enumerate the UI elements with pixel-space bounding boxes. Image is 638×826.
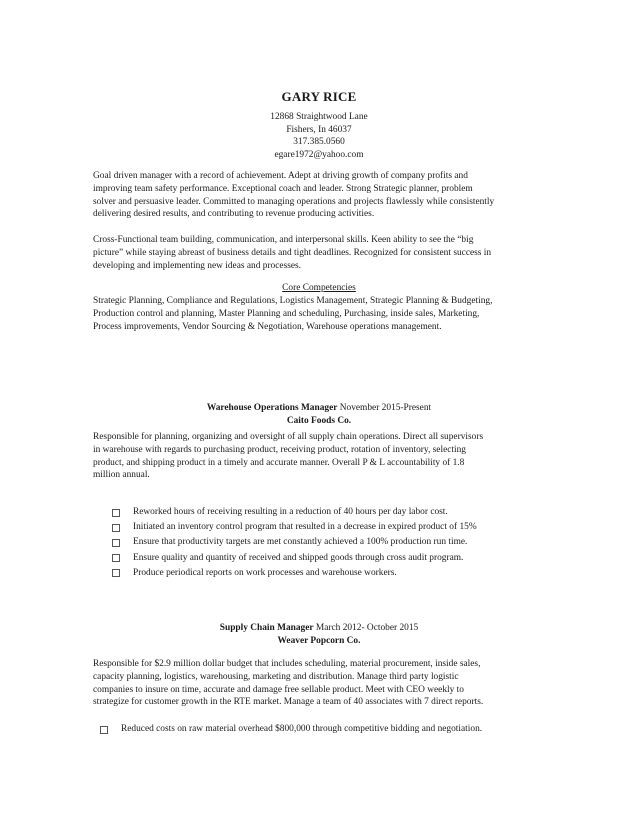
text-line: picture” while staying abreast of business details and tight deadlines. Recognized for consistent success in <box>93 247 492 258</box>
text-line: solver and persuasive leader. Committed to managing operations and projects flawlessly while consistently <box>93 196 495 207</box>
job-title: Warehouse Operations Manager <box>206 403 338 413</box>
bullet-text: Initiated an inventory control program that resulted in a decrease in expired product of 15% <box>133 522 477 533</box>
list-item <box>100 722 540 737</box>
summary-paragraph-2 <box>93 234 545 272</box>
text-line: Responsible for $2.9 million dollar budget that includes scheduling, material procurement, inside sales, <box>93 659 481 669</box>
text-line: strategize for customer growth in the RTE market. Manage a team of 40 associates with 7 direct reports. <box>93 697 484 708</box>
checkbox-icon <box>112 554 120 562</box>
job-bullets-1 <box>112 505 552 581</box>
checkbox-icon <box>112 509 120 517</box>
job-title: Supply Chain Manager <box>219 623 314 633</box>
checkbox-icon <box>112 539 120 547</box>
bullet-text: Ensure quality and quantity of received and shipped goods through cross audit program. <box>133 552 464 563</box>
bullet-text: Reduced costs on raw material overhead $800,000 through competitive bidding and negotiation. <box>121 724 483 734</box>
address-line: 12868 Straightwood Lane <box>270 112 368 122</box>
text-line: in warehouse with regards to purchasing product, receiving product, rotation of inventory, selecting <box>93 444 466 455</box>
list-item <box>112 505 552 520</box>
text-line: product, and shipping product in a timely and accurate manner. Overall P & L accountability of 1.8 <box>93 457 465 468</box>
email-line: egare1972@yahoo.com <box>274 150 364 160</box>
bullet-text: Ensure that productivity targets are met constantly achieved a 100% production run time. <box>133 537 468 548</box>
job-description-2 <box>93 658 545 709</box>
checkbox-icon <box>112 524 120 532</box>
text-line: improving team safety performance. Exceptional coach and leader. Strong Strategic planner, problem <box>93 183 473 194</box>
text-line: Production control and planning, Master Planning and scheduling, Purchasing, inside sales, Marketing, <box>93 308 480 319</box>
list-item <box>112 520 552 535</box>
text-line: developing and implementing new ideas and processes. <box>93 260 302 271</box>
text-line: Goal driven manager with a record of achievement. Adept at driving growth of company profits and <box>93 171 468 181</box>
text-line: Process improvements, Vendor Sourcing & Negotiation, Warehouse operations management. <box>93 321 442 332</box>
city-line: Fishers, In 46037 <box>286 125 352 135</box>
job-company-1: Caito Foods Co. <box>286 416 352 426</box>
bullet-text: Produce periodical reports on work processes and warehouse workers. <box>133 567 397 578</box>
list-item <box>112 535 552 550</box>
job-description-1 <box>93 431 545 482</box>
summary-paragraph-1 <box>93 170 545 221</box>
text-line: million annual. <box>93 470 150 481</box>
text-line: capacity planning, logistics, warehousing, marketing and distribution. Manage third party logistic <box>93 671 459 682</box>
job-dates: March 2012- October 2015 <box>313 623 419 633</box>
bullet-text: Reworked hours of receiving resulting in a reduction of 40 hours per day labor cost. <box>133 507 448 517</box>
text-line: companies to insure on time, accurate and damage free sellable product. Meet with CEO weekly to <box>93 684 464 695</box>
list-item <box>112 566 552 581</box>
checkbox-icon <box>100 726 108 734</box>
text-line: Responsible for planning, organizing and oversight of all supply chain operations. Direct all supervisors <box>93 432 484 442</box>
text-line: Strategic Planning, Compliance and Regulations, Logistics Management, Strategic Planning & Budgeting, <box>93 296 493 306</box>
text-line: Cross-Functional team building, communication, and interpersonal skills. Keen ability to see the “big <box>93 235 474 245</box>
checkbox-icon <box>112 569 120 577</box>
list-item <box>112 551 552 566</box>
phone-line: 317.385.0560 <box>293 137 345 147</box>
competencies-list <box>93 295 545 333</box>
job-heading-2 <box>0 622 638 635</box>
job-bullets-2 <box>100 722 540 737</box>
job-heading-1 <box>0 402 638 415</box>
competencies-title: Core Competencies <box>282 283 356 293</box>
candidate-name: GARY RICE <box>281 89 357 104</box>
job-company-2: Weaver Popcorn Co. <box>277 636 361 646</box>
job-dates: November 2015-Present <box>337 403 432 413</box>
text-line: delivering desired results, and contributing to revenue producing activities. <box>93 209 375 220</box>
